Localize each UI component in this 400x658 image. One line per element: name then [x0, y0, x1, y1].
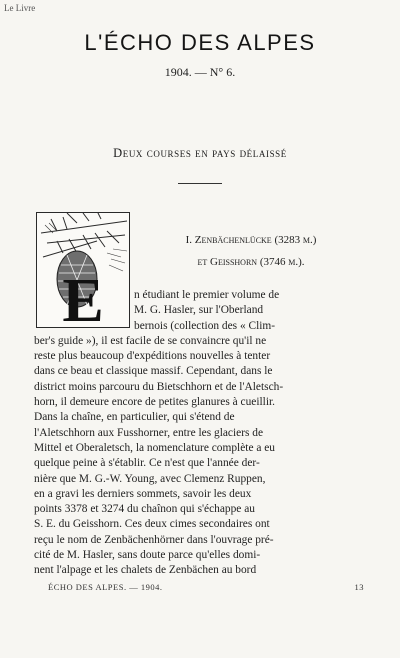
- text-line: reste plus beaucoup d'expéditions nouvelles à tenter: [34, 350, 271, 363]
- text-line: Dans la chaîne, en particulier, qui s'étend de: [34, 411, 235, 424]
- text-line: cité de M. Hasler, sans doute parce qu'elles domi-: [34, 549, 261, 562]
- text-line: ber's guide »), il est facile de se convaincre qu'il ne: [34, 334, 267, 347]
- text-line: points 3378 et 3274 du chaînon qui s'échappe au: [34, 503, 255, 516]
- text-line: reçu le nom de Zenbächenhörner dans l'ouvrage pré-: [34, 533, 274, 546]
- text-line: bernois (collection des « Clim-: [134, 319, 276, 332]
- text-line: M. G. Hasler, sur l'Oberland: [134, 304, 264, 317]
- journal-title: L'ÉCHO DES ALPES: [84, 30, 316, 55]
- text-line: nière que M. G.-W. Young, avec Clemenz Ruppen,: [34, 472, 266, 485]
- issue-line: 1904. — N° 6.: [164, 65, 236, 79]
- drop-cap-letter: E: [62, 267, 104, 329]
- shelf-tag: Le Livre: [4, 3, 36, 13]
- running-title: ÉCHO DES ALPES. — 1904.: [48, 582, 163, 592]
- text-line: n étudiant le premier volume de: [134, 289, 280, 301]
- article-body: [34, 288, 366, 579]
- page-number: 13: [354, 582, 364, 592]
- text-line: quelque peine à s'établir. Ce n'est que l'année der-: [34, 457, 260, 470]
- text-line: Mittel et Oberaletsch, la nomenclature complète a eu: [34, 441, 275, 454]
- text-line: nent l'alpage et les chalets de Zenbächen au bord: [34, 564, 257, 577]
- section-heading-line-1: I. Zenbächenlücke (3283 m.): [185, 234, 317, 246]
- text-line: district moins parcouru du Bietschhorn et de l'Aletsch-: [34, 380, 284, 393]
- article-title: Deux courses en pays délaissé: [113, 146, 287, 160]
- text-line: en a gravi les derniers sommets, savoir les deux: [34, 487, 252, 500]
- text-line: dans ce beau et classique massif. Cependant, dans le: [34, 365, 273, 378]
- text-line: l'Aletschhorn aux Fusshorner, entre les glaciers de: [34, 426, 264, 439]
- text-line: S. E. du Geisshorn. Ces deux cimes secondaires ont: [34, 518, 270, 531]
- section-heading: [136, 229, 366, 273]
- text-line: horn, il demeure encore de petites glanures à cueillir.: [34, 396, 276, 409]
- section-heading-line-2: et Geisshorn (3746 m.).: [197, 256, 305, 268]
- title-rule: [178, 183, 222, 184]
